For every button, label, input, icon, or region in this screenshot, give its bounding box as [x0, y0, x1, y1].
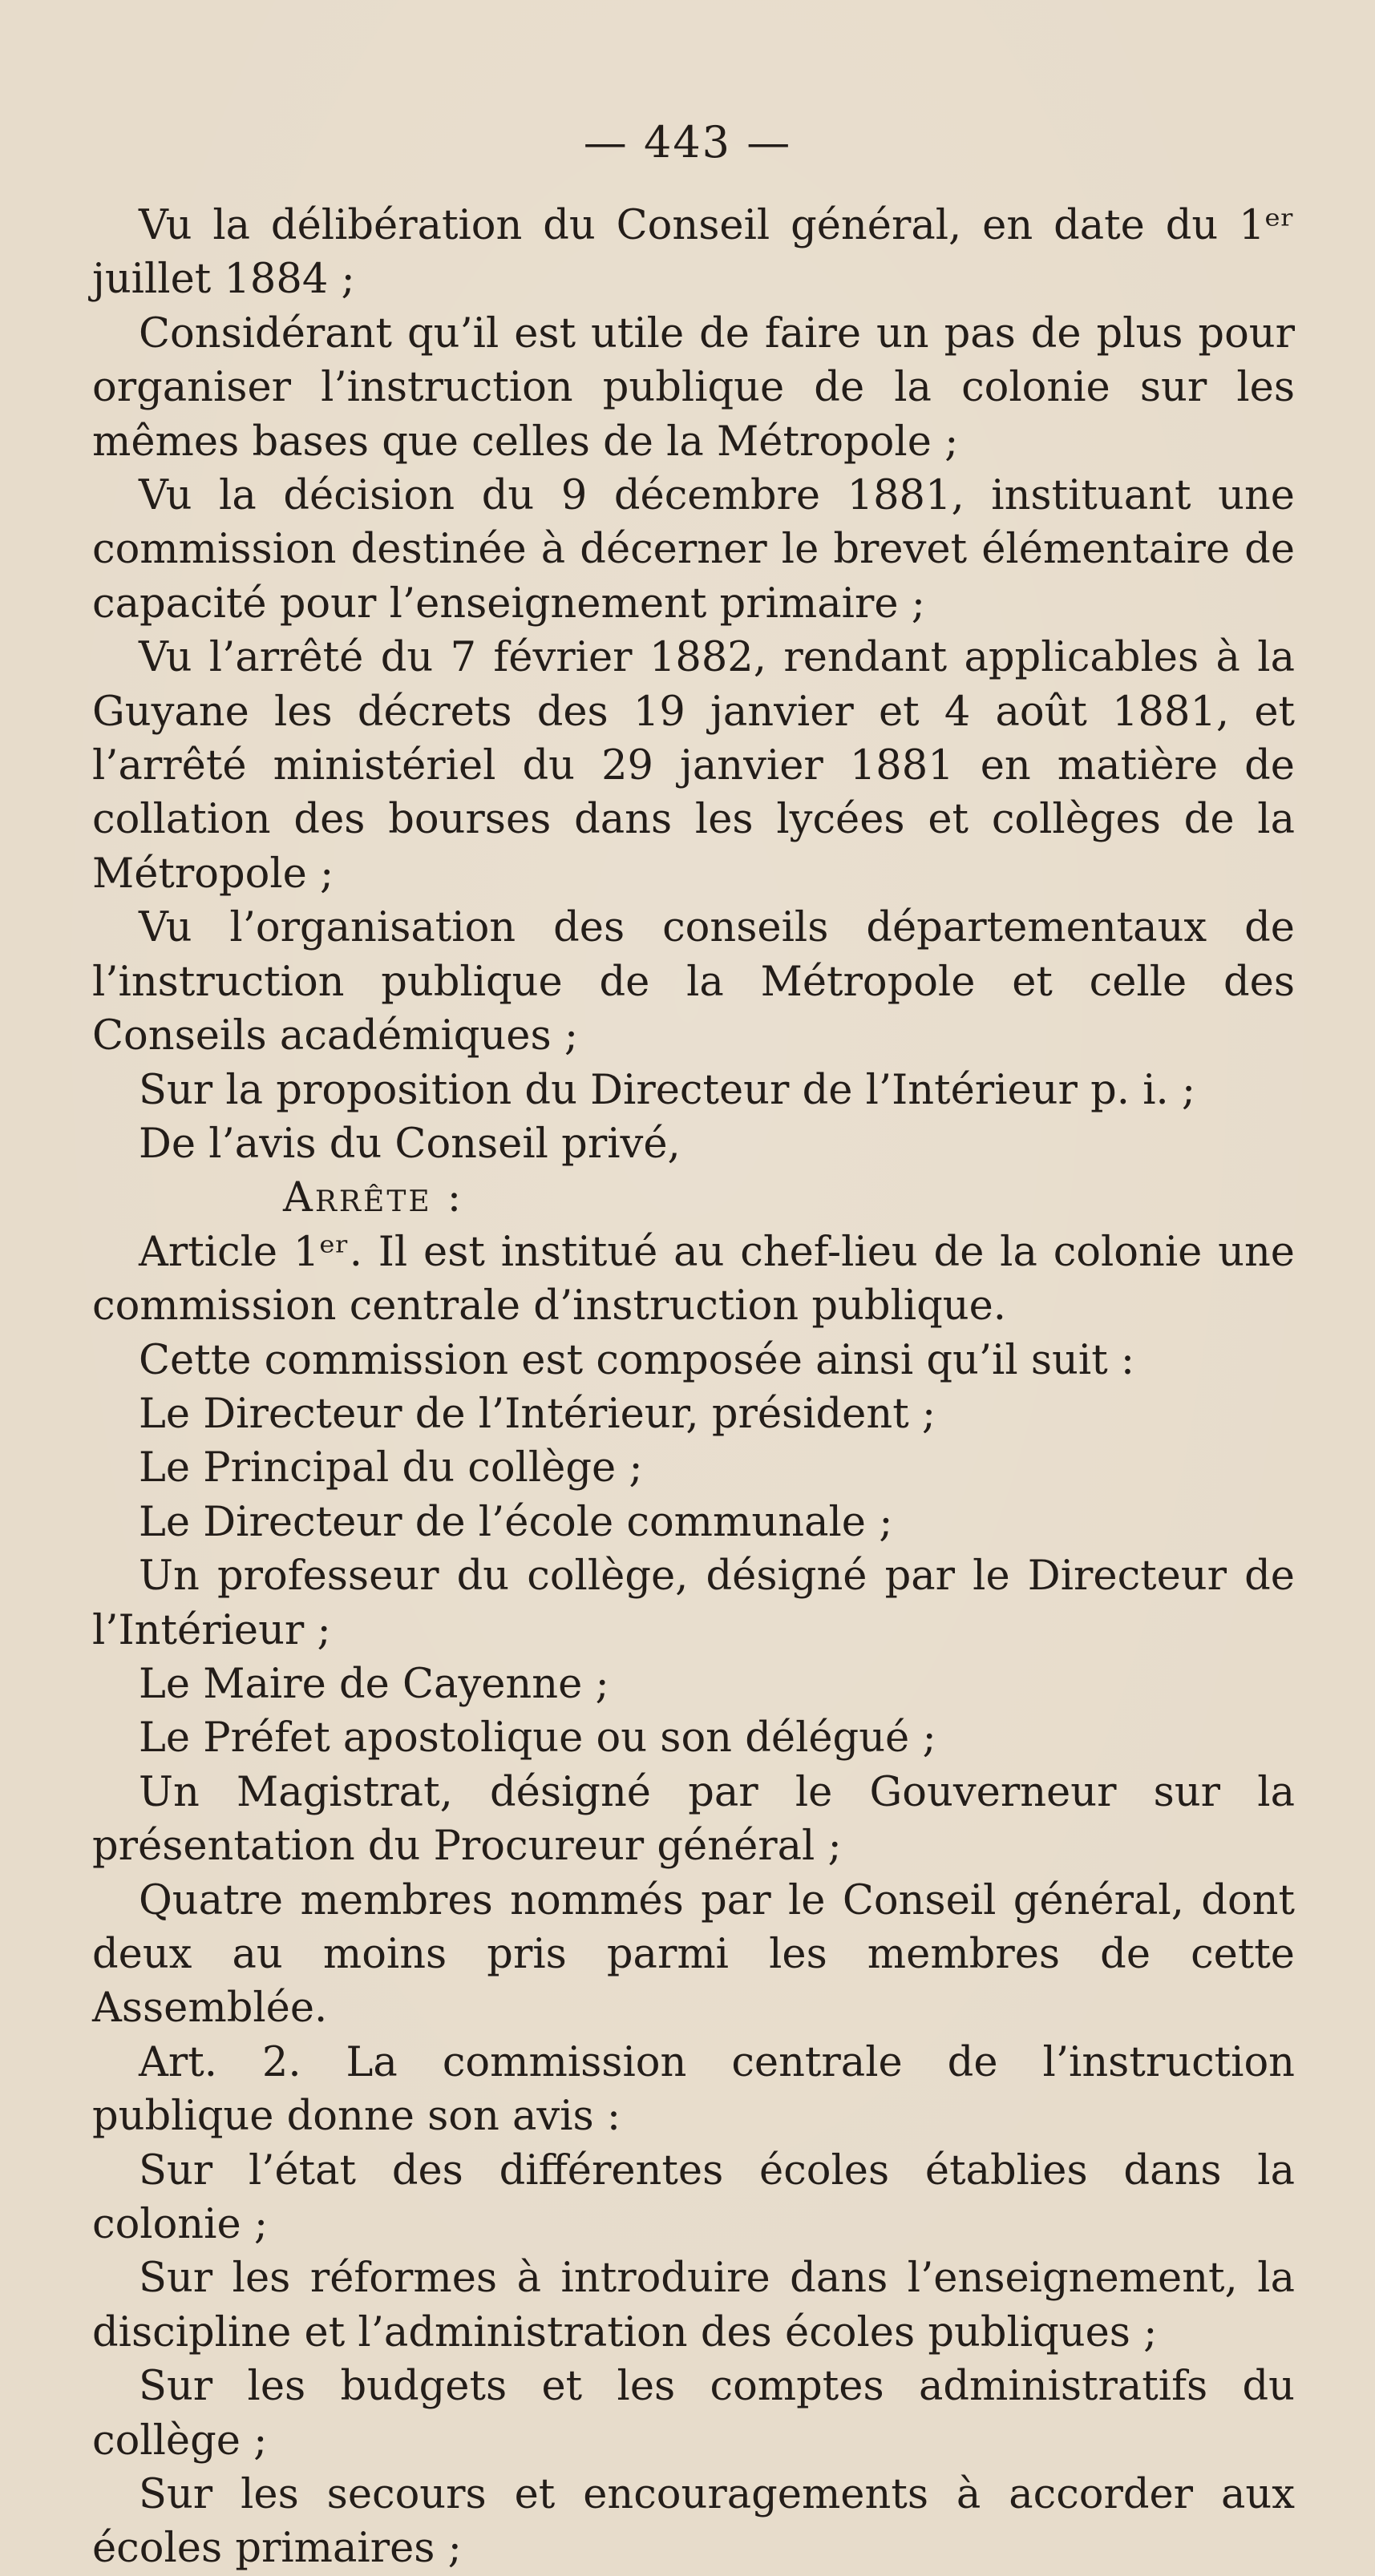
list-item: Sur l’état des différentes écoles établies dans la colonie ;	[92, 2146, 1295, 2249]
list-item: Le Directeur de l’école communale ;	[139, 1498, 893, 1546]
list-item: Le Principal du collège ;	[139, 1444, 643, 1492]
body-text	[92, 199, 1295, 2576]
paragraph: Article 1ᵉʳ. Il est institué au chef-lieu de la colonie une commission centrale d’instruction publique.	[92, 1228, 1295, 1330]
list-item: Le Directeur de l’Intérieur, président ;	[139, 1390, 936, 1438]
list-item: Un Magistrat, désigné par le Gouverneur sur la présentation du Procureur général ;	[92, 1768, 1295, 1871]
paragraph: Vu l’arrêté du 7 février 1882, rendant applicables à la Guyane les décrets des 19 janvier et 4 août 1881, et l’arrêté ministériel du 29 janvier 1881 en matière de collation des bourses dans les lycées et collèges de la Métropole ;	[92, 634, 1295, 898]
paragraph: Sur la proposition du Directeur de l’Intérieur p. i. ;	[139, 1066, 1196, 1114]
page-number: — 443 —	[583, 117, 792, 168]
list-item: Le Préfet apostolique ou son délégué ;	[139, 1714, 936, 1762]
paragraph: Vu l’organisation des conseils départementaux de l’instruction publique de la Métropole et celle des Conseils académiques ;	[92, 904, 1295, 1060]
list-item: Un professeur du collège, désigné par le Directeur de l’Intérieur ;	[92, 1552, 1295, 1654]
list-item: Sur les réformes à introduire dans l’enseignement, la discipline et l’administration des écoles publiques ;	[92, 2255, 1295, 2356]
list-item: Sur les secours et encouragements à accorder aux écoles primaires ;	[92, 2471, 1295, 2573]
paragraph: Considérant qu’il est utile de faire un pas de plus pour organiser l’instruction publique de la colonie sur les mêmes bases que celles de la Métropole ;	[92, 309, 1295, 466]
list-item: Le Maire de Cayenne ;	[139, 1660, 609, 1708]
paragraph: De l’avis du Conseil privé,	[139, 1120, 681, 1168]
paragraph: Vu la délibération du Conseil général, en date du 1ᵉʳ juillet 1884 ;	[92, 202, 1295, 304]
paragraph: Art. 2. La commission centrale de l’instruction publique donne son avis :	[92, 2038, 1295, 2141]
paragraph: Cette commission est composée ainsi qu’il suit :	[139, 1336, 1135, 1384]
list-item: Quatre membres nommés par le Conseil général, dont deux au moins pris parmi les membres de cette Assemblée.	[92, 1876, 1295, 2033]
decree-heading: Arrête :	[283, 1174, 464, 1222]
paragraph: Vu la décision du 9 décembre 1881, instituant une commission destinée à décerner le brevet élémentaire de capacité pour l’enseignement primaire ;	[92, 472, 1295, 628]
list-item: Sur les budgets et les comptes administratifs du collège ;	[92, 2363, 1295, 2465]
